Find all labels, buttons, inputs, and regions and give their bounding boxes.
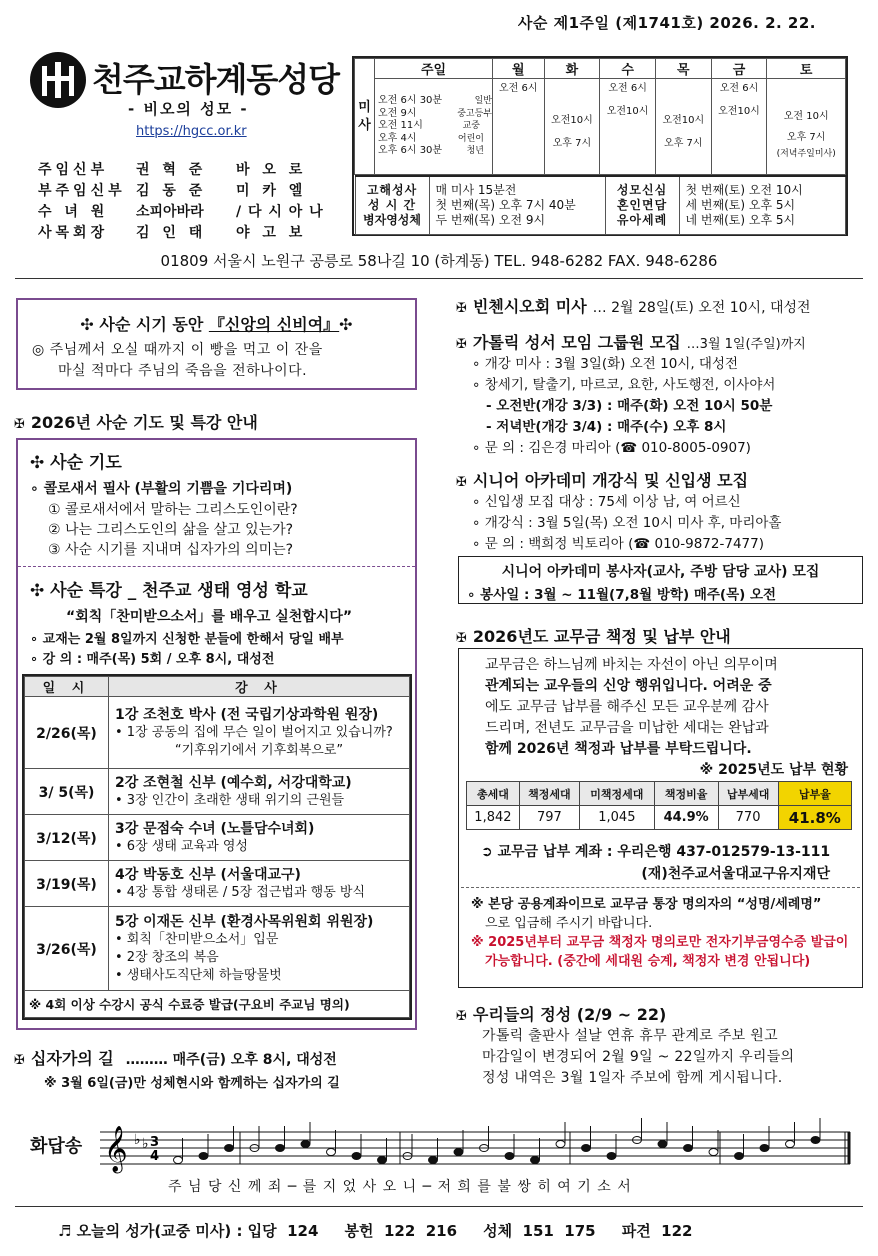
church-name: 천주교하계동성당 [92,60,340,99]
offering-title: ✠ 2026년도 교무금 책정 및 납부 안내 [456,627,731,646]
vincent-title: ✠ 빈첸시오회 미사 … 2월 28일(토) 오전 10시, 대성전 [456,297,811,316]
senior-title: ✠ 시니어 아카데미 개강식 및 신입생 모집 [456,471,749,490]
cross-icon: ✠ [456,475,467,490]
sunday-masses: 오전 6시 30분 일반 오전 9시 중고등부 오전 11시 교중 오후 4시 어린이 오후 6시 30분 청년 [375,79,493,175]
mass-schedule-table [352,56,848,236]
psalm-label: 화답송 [30,1136,83,1157]
lecture-table [22,674,412,1020]
tuesday-masses: 오전10시 오후 7시 [544,79,600,175]
senior-volunteer-box: 시니어 아카데미 봉사자(교사, 주방 담당 교사) 모집 ∘ 봉사일 : 3월 ~ 11월(7,8월 방학) 매주(목) 오전 [458,556,863,604]
lecture-note: ∘ 강 의 : 매주(목) 5회 / 오후 8시, 대성전 [30,652,275,667]
thursday-masses: 오전10시 오후 7시 [655,79,711,175]
senior-details: ∘ 신입생 모집 대상 : 75세 이상 남, 여 어르신 ∘ 개강식 : 3월 5일(목) 오전 10시 미사 후, 마리아홀 ∘ 문 의 : 백희정 빅토리아 (☎ 010-9872-7477) [472,494,782,552]
lent-acclamation-box [16,298,417,390]
cross-icon: ✠ [14,1053,25,1068]
cross-way-title: ✠ 십자가의 길 ……… 매주(금) 오후 8시, 대성전 [14,1049,337,1068]
divider [15,278,863,279]
staff-row: 주임신부 권 혁 준 바 오 로 [38,162,307,178]
psalm-staff [100,1110,852,1182]
lecture-quote: “회칙「찬미받으소서」를 배우고 실천합시다” [66,609,353,625]
offering-account-owner: (재)천주교서울대교구유지재단 [641,866,830,882]
mass-label: 미 사 [355,59,375,175]
cross-icon: ✠ [456,301,467,316]
svg-text:4: 4 [150,1149,160,1164]
prayer-title: ✣ 사순 기도 [30,453,122,473]
table-row: 3/12(목) 3강 문점숙 수녀 (노틀담수녀회) • 6장 생태 교육과 영성 [25,815,410,861]
offering-text: 교무금은 하느님께 바치는 자선이 아닌 의무이며 관계되는 교우들의 신앙 행위입니다. 어려운 중 에도 교무금 납부를 해주신 모든 교우분께 감사 드리며, 전년도 교무금을 미납한 세대는 완납과 함께 2026년 책정과 납부를 부탁드립니다. [485,657,778,757]
wednesday-masses: 오전 6시 오전10시 [600,79,656,175]
cross-icon: ✠ [456,631,467,646]
offering-account: ➲ 교무금 납부 계좌 : 우리은행 437-012579-13-111 [481,844,831,860]
church-address: 01809 서울시 노원구 공릉로 58나길 10 (하계동) TEL. 948-6282 FAX. 948-6286 [160,252,718,270]
table-row: 3/26(목) 5강 이재돈 신부 (환경사목위원회 위원장) • 회칙「찬미받으소서」입문 • 2장 창조의 복음 • 생태사도직단체 하늘땅물벗 [25,907,410,991]
sacrament-values: 매 미사 15분전 첫 번째(목) 오후 7시 40분 두 번째(목) 오전 9시 [429,176,605,235]
psalm-lyrics: 주 님 당 신 께 죄 ─ 를 지 었 사 오 니 ─ 저 희 를 불 쌍 히 여 기 소 서 [168,1179,632,1195]
bible-group-title: ✠ 가톨릭 성서 모임 그룹원 모집 …3월 1일(주일)까지 [456,333,806,352]
day-header: 주일 [375,59,493,79]
website-link[interactable]: https://hgcc.or.kr [136,124,247,139]
day-header: 금 [711,59,767,79]
cross-icon: ✠ [456,337,467,352]
svg-text:𝄞: 𝄞 [104,1126,128,1172]
church-subname: - 비오의 성모 - [128,100,249,118]
sacrament-labels: 고해성사 성 시 간 병자영성체 [355,176,429,235]
lecture-note: ∘ 교재는 2월 8일까지 신청한 분들에 한해서 당일 배부 [30,632,344,647]
table-footer: ※ 4회 이상 수강시 공식 수료증 발급(구요비 주교님 명의) [25,991,410,1018]
svg-text:♭: ♭ [142,1136,149,1152]
lent-box-body: ◎ 주님께서 오실 때까지 이 빵을 먹고 이 잔을 마실 적마다 주님의 죽음을 전하나이다. [32,342,323,379]
issue-info: 사순 제1주일 (제1741호) 2026. 2. 22. [517,14,816,32]
sacrament-labels: 성모신심 혼인면담 유아세례 [605,176,679,235]
table-header: 강 사 [109,677,410,697]
monday-masses: 오전 6시 [493,79,545,175]
sincerity-title: ✠ 우리들의 정성 (2/9 ~ 22) [456,1005,667,1024]
table-header: 일 시 [25,677,109,697]
staff-row: 부주임신부 김 동 준 미 카 엘 [38,183,307,199]
church-logo [30,52,86,108]
lecture-title: ✣ 사순 특강 _ 천주교 생태 영성 학교 [30,581,308,601]
day-header: 화 [544,59,600,79]
prayer-section-title: ✠ 2026년 사순 기도 및 특강 안내 [14,413,258,432]
table-row: 3/ 5(목) 2강 조현철 신부 (예수회, 서강대학교) • 3장 인간이 초래한 생태 위기의 근원들 [25,769,410,815]
bible-group-details: ∘ 개강 미사 : 3월 3일(화) 오전 10시, 대성전 ∘ 창세기, 탈출기, 마르코, 요한, 사도행전, 이사야서 - 오전반(개강 3/3) : 매주(화) 오전 10시 50분 - 저녁반(개강 3/4) : 매주(수) 오후 8시 ∘ 문 의 : 김은경 마리아 (☎ 010-8005-0907) [472,356,776,456]
cross-way-note: ※ 3월 6일(금)만 성체현시와 함께하는 십자가의 길 [44,1076,340,1091]
day-header: 월 [493,59,545,79]
saturday-masses: 오전 10시 오후 7시 (저녁주일미사) [767,79,846,175]
table-row: 2/26(목) 1강 조천호 박사 (전 국립기상과학원 원장) • 1장 공동의 집에 무슨 일이 벌어지고 있습니까? “기후위기에서 기후회복으로” [25,697,410,769]
prayer-head: ∘ 콜로새서 필사 (부활의 기쁨을 기다리며) [30,481,293,497]
svg-text:♭: ♭ [134,1132,141,1148]
staff-row: 수 녀 원 소피아바라 / 다 시 아 나 [38,204,324,220]
cross-icon: ✠ [456,1009,467,1024]
divider [461,887,860,888]
hymn-list: ♬ 오늘의 성가(교중 미사) : 입당 124 봉헌 122 216 성체 151 175 파견 122 [58,1222,693,1240]
lent-box-title: ✣ 사순 시기 동안 『신앙의 신비여』✣ [80,315,353,334]
table-row: 3/19(목) 4강 박동호 신부 (서울대교구) • 4장 통합 생태론 / 5장 접근법과 행동 방식 [25,861,410,907]
staff-row: 사목회장 김 인 태 야 고 보 [38,225,307,241]
offering-stats-table: 총세대 책정세대 미책정세대 책정비율 납부세대 납부율 1,842 797 1,045 44.9% 770 41.8% [466,781,852,830]
sincerity-text: 가톨릭 출판사 설날 연휴 휴무 관계로 주보 원고 마감일이 변경되어 2월 9일 ~ 22일까지 우리들의 정성 내역은 3월 1일자 주보에 함께 게시됩니다. [482,1028,795,1086]
sacrament-values: 첫 번째(토) 오전 10시 세 번째(토) 오후 5시 네 번째(토) 오후 5시 [679,176,845,235]
divider [15,1206,863,1207]
cross-icon: ✠ [14,417,25,432]
prayer-items: ① 콜로새서에서 말하는 그리스도인이란? ② 나는 그리스도인의 삶을 살고 있는가? ③ 사순 시기를 지내며 십자가의 의미는? [48,502,298,558]
day-header: 토 [767,59,846,79]
stats-title: ※ 2025년도 납부 현황 [699,762,848,778]
staff-list [38,160,324,244]
friday-masses: 오전 6시 오전10시 [711,79,767,175]
day-header: 목 [655,59,711,79]
divider [18,566,415,567]
offering-notes: ※ 본당 공용계좌이므로 교무금 통장 명의자의 “성명/세례명” 으로 입금해 주시기 바랍니다. ※ 2025년부터 교무금 책정자 명의로만 전자기부금영수증 발급이 가능합니다. (중간에 세대원 승계, 책정자 변경 안됩니다) [471,897,849,969]
day-header: 수 [600,59,656,79]
svg-text:3: 3 [150,1135,160,1150]
